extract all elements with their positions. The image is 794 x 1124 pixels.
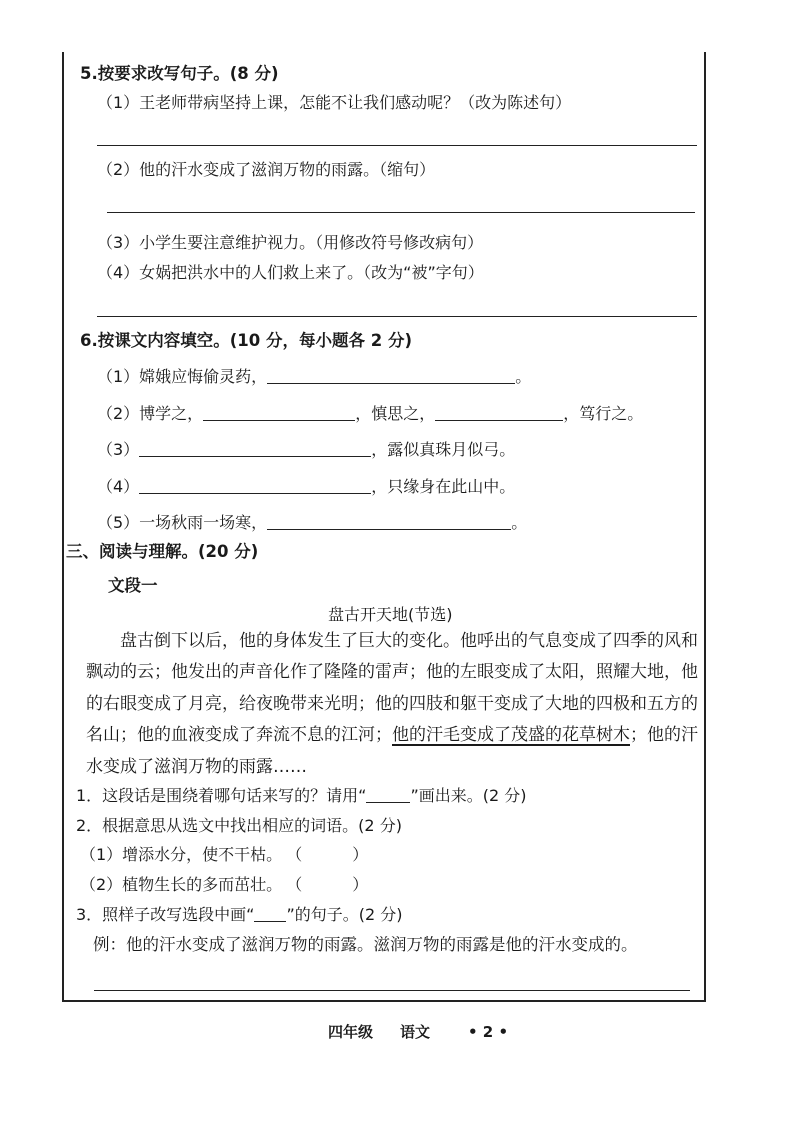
q6-item-3-text: （3） bbox=[97, 440, 140, 459]
blank-q6-4[interactable] bbox=[139, 477, 371, 494]
blank-q6-5[interactable] bbox=[267, 513, 511, 530]
answer-line-q5-4[interactable] bbox=[97, 316, 697, 317]
blank-q6-2b[interactable] bbox=[435, 404, 563, 421]
passage-text-end: ；他的汗水变成了滋润万物的雨露…… bbox=[86, 725, 698, 777]
s3-question-1 bbox=[76, 786, 527, 806]
underline-sample-2 bbox=[254, 905, 286, 922]
q6-item-4-end: ，只缘身在此山中。 bbox=[371, 477, 516, 496]
s3-question-3 bbox=[76, 905, 403, 925]
s3-question-2: 2．根据意思从选文中找出相应的词语。(2 分) bbox=[76, 816, 402, 835]
s3-q2-item-2 bbox=[80, 875, 368, 895]
q6-item-2-end: ，笃行之。 bbox=[563, 404, 644, 423]
q6-item-3 bbox=[97, 440, 515, 460]
answer-paren-open-2: （ bbox=[286, 875, 303, 894]
footer-grade: 四年级 bbox=[328, 1023, 374, 1041]
q6-item-2-mid: ，慎思之， bbox=[355, 404, 436, 423]
footer-subject: 语文 bbox=[400, 1023, 431, 1041]
q6-item-4-text: （4） bbox=[97, 477, 140, 496]
blank-q6-1[interactable] bbox=[267, 367, 515, 384]
passage-label: 文段一 bbox=[108, 576, 158, 595]
answer-line-q5-2[interactable] bbox=[107, 212, 695, 213]
q6-item-1-text: （1）嫦娥应悔偷灵药， bbox=[97, 367, 268, 386]
underline-sample-1 bbox=[366, 786, 410, 803]
section-3-title: 三、阅读与理解。(20 分) bbox=[66, 542, 259, 561]
s3-q1-end: ”画出来。(2 分) bbox=[410, 786, 527, 805]
answer-paren-close-1: ） bbox=[352, 845, 369, 864]
blank-q6-3[interactable] bbox=[139, 440, 371, 457]
s3-q3-end: ”的句子。(2 分) bbox=[286, 905, 403, 924]
q6-item-1 bbox=[97, 367, 531, 387]
q6-item-2 bbox=[97, 404, 643, 424]
underlined-sentence: 他的汗毛变成了茂盛的花草树木 bbox=[392, 725, 630, 746]
answer-line-s3-3[interactable] bbox=[94, 990, 690, 991]
blank-q6-2a[interactable] bbox=[203, 404, 355, 421]
q6-item-3-end: ，露似真珠月似弓。 bbox=[371, 440, 516, 459]
q6-title: 6.按课文内容填空。(10 分，每小题各 2 分) bbox=[80, 331, 413, 350]
answer-paren-close-2: ） bbox=[352, 875, 369, 894]
passage-title: 盘古开天地(节选) bbox=[328, 605, 453, 624]
example-sentence: 例：他的汗水变成了滋润万物的雨露。滋润万物的雨露是他的汗水变成的。 bbox=[93, 935, 638, 954]
q5-item-3: （3）小学生要注意维护视力。（用修改符号修改病句） bbox=[97, 233, 484, 252]
q5-item-1: （1）王老师带病坚持上课，怎能不让我们感动呢？（改为陈述句） bbox=[97, 93, 572, 112]
q5-title: 5.按要求改写句子。(8 分) bbox=[80, 64, 279, 83]
s3-q2-item-2-text: （2）植物生长的多而茁壮。 bbox=[80, 875, 283, 894]
page-number: • 2 • bbox=[468, 1023, 509, 1041]
passage-body bbox=[86, 626, 706, 783]
s3-q2-item-1-text: （1）增添水分，使不干枯。 bbox=[80, 845, 283, 864]
s3-q1-text: 1．这段话是围绕着哪句话来写的？请用“ bbox=[76, 786, 367, 805]
s3-q2-item-1 bbox=[80, 845, 368, 865]
answer-paren-open-1: （ bbox=[286, 845, 303, 864]
q6-item-1-end: 。 bbox=[515, 367, 532, 386]
q6-item-5-text: （5）一场秋雨一场寒， bbox=[97, 513, 268, 532]
q6-item-2-text: （2）博学之， bbox=[97, 404, 204, 423]
q6-item-5-end: 。 bbox=[511, 513, 528, 532]
q6-item-4 bbox=[97, 477, 515, 497]
passage-text: 盘古倒下以后，他的身体发生了巨大的变化。他呼出的气息变成了四季的风和飘动的云；他发出的声音化作了隆隆的雷声；他的左眼变成了太阳，照耀大地，他的右眼变成了月亮，给夜晚带来光明；他的四肢和躯干变成了大地的四极和五方的名山；他的血液变成了奔流不息的江河； bbox=[86, 631, 698, 746]
s3-q3-text: 3．照样子改写选段中画“ bbox=[76, 905, 255, 924]
q6-item-5 bbox=[97, 513, 527, 533]
q5-item-4: （4）女娲把洪水中的人们救上来了。（改为“被”字句） bbox=[97, 263, 484, 282]
answer-line-q5-1[interactable] bbox=[97, 145, 697, 146]
q5-item-2: （2）他的汗水变成了滋润万物的雨露。（缩句） bbox=[97, 160, 436, 179]
